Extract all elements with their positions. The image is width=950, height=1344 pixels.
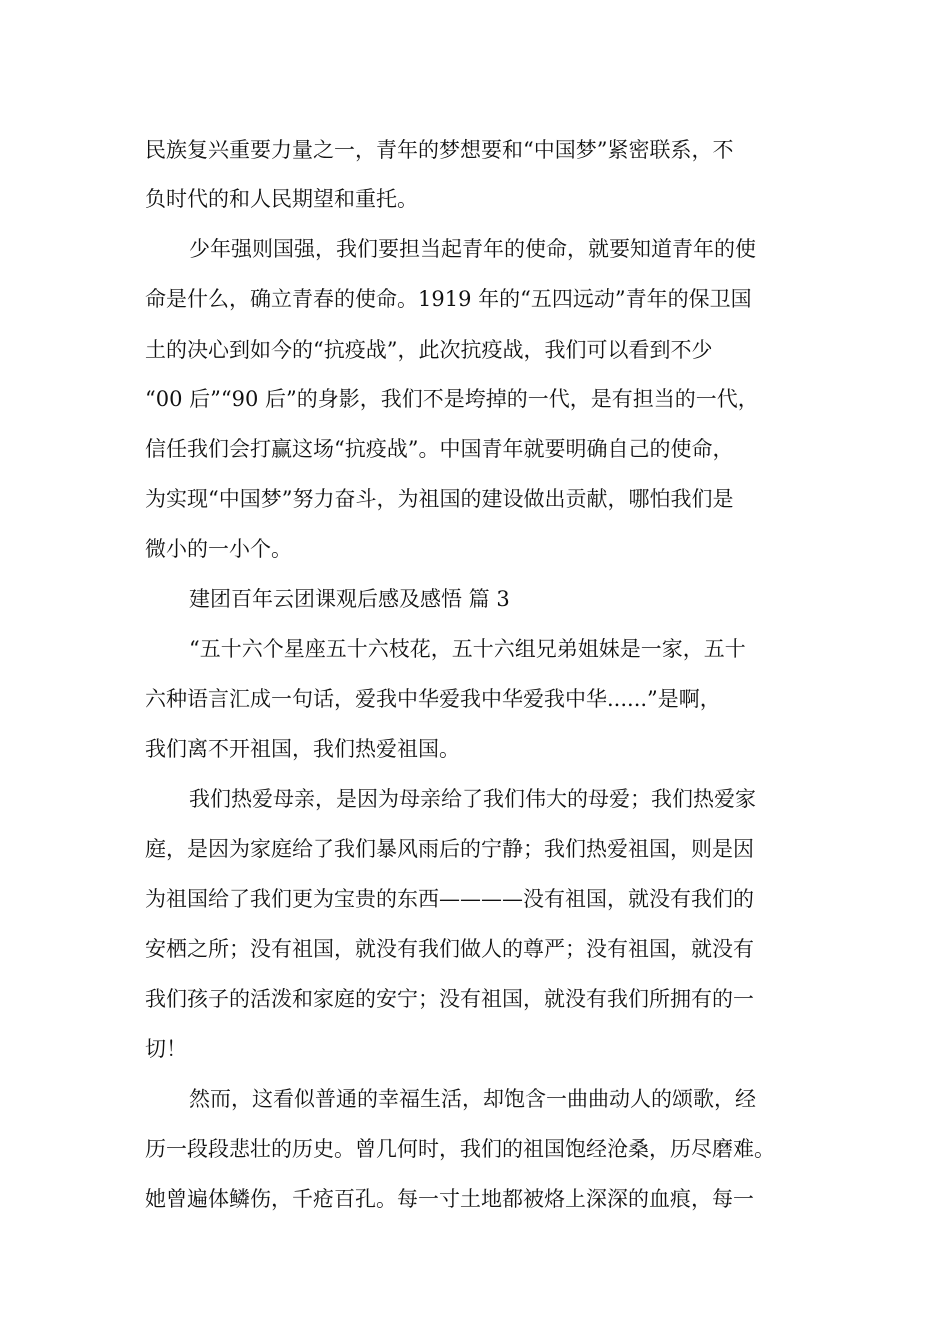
text-line: 六种语言汇成一句话，爱我中华爱我中华爱我中华......”是啊， (145, 687, 721, 711)
text-line: 负时代的和人民期望和重托。 (145, 187, 418, 211)
text-line: 微小的一小个。 (145, 537, 292, 561)
text-line: 我们孩子的活泼和家庭的安宁；没有祖国，就没有我们所拥有的一 (145, 987, 754, 1011)
text-line: 庭，是因为家庭给了我们暴风雨后的宁静；我们热爱祖国，则是因 (145, 837, 754, 861)
text-line: 为实现“中国梦”努力奋斗，为祖国的建设做出贡献，哪怕我们是 (145, 487, 734, 511)
text-line: 信任我们会打赢这场“抗疫战”。中国青年就要明确自己的使命， (145, 437, 734, 461)
text-line: 切！ (145, 1037, 187, 1061)
text-line: 为祖国给了我们更为宝贵的东西————没有祖国，就没有我们的 (145, 887, 754, 911)
text-line: 民族复兴重要力量之一，青年的梦想要和“中国梦”紧密联系，不 (145, 138, 734, 162)
paragraph-start-line: “五十六个星座五十六枝花，五十六组兄弟姐妹是一家，五十 (189, 637, 746, 661)
text-line: 土的决心到如今的“抗疫战”，此次抗疫战，我们可以看到不少 (145, 338, 713, 362)
text-line: 她曾遍体鳞伤，千疮百孔。每一寸土地都被烙上深深的血痕，每一 (145, 1187, 754, 1211)
text-line: 安栖之所；没有祖国，就没有我们做人的尊严；没有祖国，就没有 (145, 937, 754, 961)
text-line: 历一段段悲壮的历史。曾几何时，我们的祖国饱经沧桑，历尽磨难。 (145, 1137, 775, 1161)
text-line: “00 后”“90 后”的身影，我们不是垮掉的一代，是有担当的一代， (145, 387, 759, 411)
text-line: 命是什么，确立青春的使命。1919 年的“五四远动”青年的保卫国 (145, 287, 752, 311)
section-heading: 建团百年云团课观后感及感悟 篇 3 (189, 587, 510, 611)
paragraph-start-line: 少年强则国强，我们要担当起青年的使命，就要知道青年的使 (189, 237, 756, 261)
text-line: 我们离不开祖国，我们热爱祖国。 (145, 737, 460, 761)
paragraph-start-line: 我们热爱母亲，是因为母亲给了我们伟大的母爱；我们热爱家 (189, 787, 756, 811)
paragraph-start-line: 然而，这看似普通的幸福生活，却饱含一曲曲动人的颂歌，经 (189, 1087, 756, 1111)
